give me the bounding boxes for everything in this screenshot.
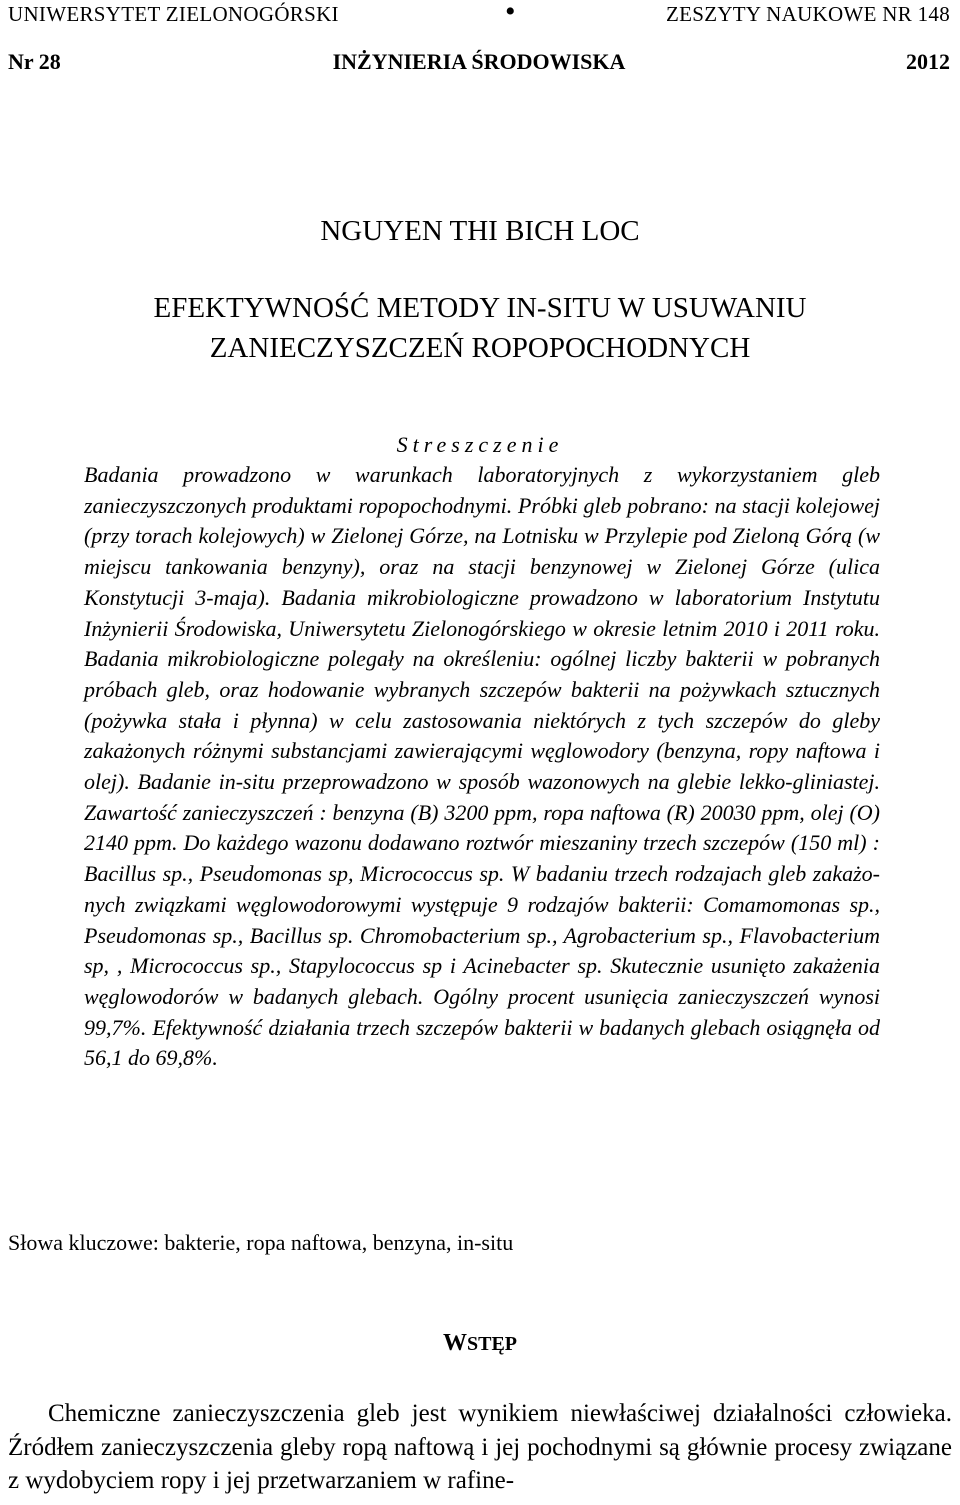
publication-year: 2012 <box>906 49 950 74</box>
section-heading-rest: STĘP <box>466 1333 518 1355</box>
intro-paragraph: Chemiczne zanieczyszczenia gleb jest wynikiem niewłaściwej działalności człowieka. Źródłem zanieczyszczenia gleby ropą naftową i jej pochodnymi są głównie procesy związane z wydobyciem ropy i jej przetwarzaniem w rafine- <box>8 1400 952 1494</box>
abstract-body: Badania prowadzono w warunkach laboratoryjnych z wykorzystaniem gleb zanieczyszczonych produktami ropopochodnymi. Próbki gleb pobrano: na stacji kolejowej (przy torach kolejowych) w Zielonej Górze, na Lotnisku w Przylepie pod Zieloną Górą (w miejscu tankowania benzyny), oraz na stacji benzynowej w Zielonej Górze (ulica Konstytucji 3-maja). Badania mikrobiologiczne prowadzono w laboratorium Instytutu Inżynierii Środowiska, Uniwersytetu Zielonogórskiego w okresie letnim 2010 i 2011 roku. Badania mikrobiologiczne polegały na określeniu: ogólnej liczby bakterii w pobranych próbach gleb, oraz hodowanie wybranych szczepów bakterii na pożywkach sztucznych (pożywka stała i płynna) w celu zastosowania niektórych z tych szczepów do gleby zakażonych różnymi substancjami zawierającymi węglowodory (benzyna, ropy naftowa i olej). Badanie in-situ przeprowadzono w sposób wazonowych na glebie lekko-gliniastej. Zawartość zanieczyszczeń : benzyna (B) 3200 ppm, ropa naftowa (R) 20030 ppm, olej (O) 2140 ppm. Do każdego wazonu dodawano roztwór mieszaniny trzech szczepów (150 ml) : Bacillus sp., Pseudomonas sp, Micrococcus sp. W badaniu trzech rodzajach gleb zakażonych związkami węglowodorowymi występuje 9 rodzajów bakterii: Comamomonas sp., Pseudomonas sp., Bacillus sp. Chromobacterium sp., Agrobacterium sp., Flavobacterium sp, , Micrococcus sp., Stapylococcus sp i Acinebacter sp. Skutecznie usunięto zakażenia węglowodorów w badanych glebach. Ogólny procent usunięcia zanieczyszczeń wynosi 99,7%. Efektywność działania trzech szczepów bakterii w badanych glebach osiągnęła od 56,1 do 69,8%. <box>84 462 880 1071</box>
series-name: ZESZYTY NAUKOWE NR 148 <box>665 2 950 26</box>
issue-number: Nr 28 <box>8 49 61 74</box>
header-bullet: • <box>505 0 516 28</box>
section-heading-initial: W <box>442 1330 467 1356</box>
title-line: ZANIECZYSZCZEŃ ROPOPOCHODNYCH <box>209 332 751 364</box>
section-heading <box>0 1330 960 1357</box>
journal-header <box>8 49 950 79</box>
keywords: Słowa kluczowe: bakterie, ropa naftowa, benzyna, in-situ <box>8 1230 514 1255</box>
abstract-heading: Streszczenie <box>396 432 564 457</box>
paper-title <box>0 288 960 368</box>
title-line: EFEKTYWNOŚĆ METODY IN-SITU W USUWANIU <box>153 292 807 324</box>
university-name: UNIWERSYTET ZIELONOGÓRSKI <box>8 2 339 26</box>
running-header <box>8 2 950 32</box>
discipline-name: INŻYNIERIA ŚRODOWISKA <box>332 49 626 74</box>
author-name: NGUYEN THI BICH LOC <box>320 215 640 247</box>
